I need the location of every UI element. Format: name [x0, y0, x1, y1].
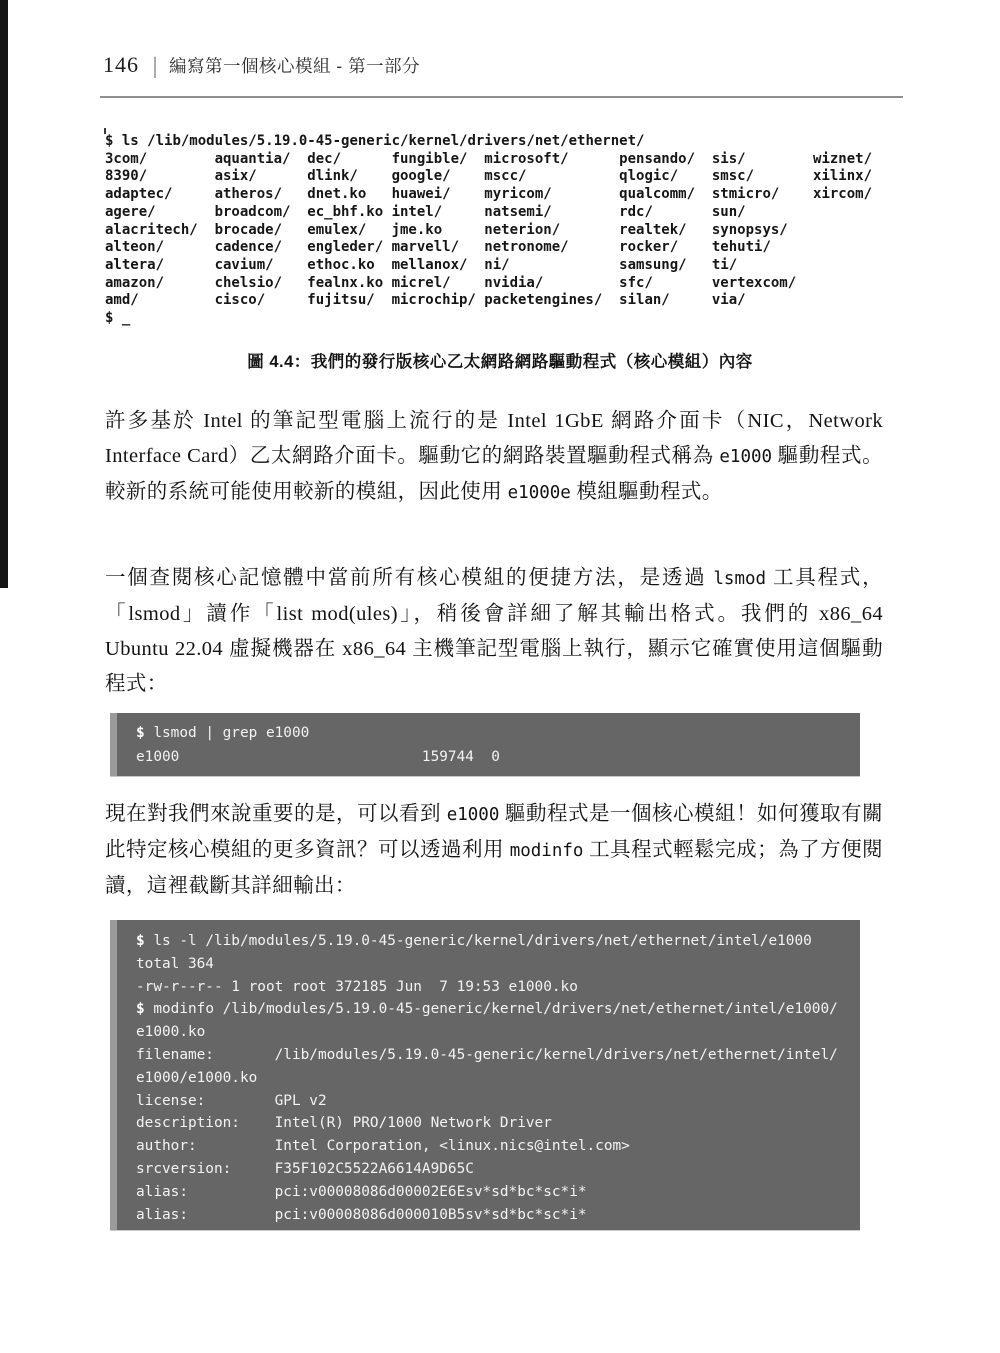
page-number: 146 — [103, 52, 139, 77]
terminal-line: adaptec/ atheros/ dnet.ko huawei/ myricom/ qualcomm/ stmicro/ xircom/ — [105, 186, 873, 203]
scan-edge-artifact — [0, 0, 8, 588]
paragraph-3 — [105, 797, 883, 904]
paragraph-2 — [105, 561, 883, 702]
terminal-line: e1000 159744 0 — [136, 749, 500, 765]
paragraph-2-text: 工具程式，「lsmod」讀作「list mod(ules)」，稍後會詳細了解其輸出格式。我們的 x86_64 Ubuntu 22.04 虛擬機器在 x86_64 主機筆記型電腦上執行，顯示它確實使用這個驅動程式： — [105, 567, 883, 695]
terminal-line: e1000.ko — [136, 1024, 206, 1041]
shell-prompt: $ — [136, 725, 145, 741]
terminal-line: $ _ — [105, 310, 131, 327]
inline-code-e1000: e1000 — [719, 447, 773, 467]
terminal-line: amazon/ chelsio/ fealnx.ko micrel/ nvidia/ sfc/ vertexcom/ — [105, 274, 797, 291]
chapter-title: 編寫第一個核心模組 - 第一部分 — [169, 56, 421, 76]
shell-prompt: $ — [136, 1001, 145, 1018]
terminal-line: $ ls -l /lib/modules/5.19.0-45-generic/kernel/drivers/net/ethernet/intel/e1000 — [136, 933, 812, 949]
terminal-line: -rw-r--r-- 1 root root 372185 Jun 7 19:53 e1000.ko — [136, 978, 578, 995]
shell-prompt: $ — [105, 133, 114, 149]
header-separator: | — [153, 53, 158, 79]
terminal-line: agere/ broadcom/ ec_bhf.ko intel/ natsemi/ rdc/ sun/ — [105, 203, 746, 220]
terminal-line: $ modinfo /lib/modules/5.19.0-45-generic/kernel/drivers/net/ethernet/intel/e1000/ — [136, 1001, 838, 1018]
figure-caption: 圖 4.4：我們的發行版核心乙太網路網路驅動程式（核心模組）內容 — [247, 353, 753, 371]
inline-code-lsmod: lsmod — [713, 569, 767, 589]
shell-prompt: $ — [105, 310, 114, 327]
paragraph-1-text: 模組驅動程式。 — [570, 481, 723, 503]
page-header — [103, 52, 420, 78]
inline-code-e1000e: e1000e — [507, 483, 571, 503]
inline-code-modinfo: modinfo — [509, 841, 584, 861]
terminal-block-lsmod — [110, 713, 860, 776]
terminal-line: filename: /lib/modules/5.19.0-45-generic/kernel/drivers/net/ethernet/intel/ — [136, 1046, 838, 1063]
paragraph-3-text: 工具程式輕鬆完成；為了方便閱讀，這裡截斷其詳細輸出： — [105, 839, 884, 897]
terminal-line: $ lsmod | grep e1000 — [136, 725, 310, 741]
header-rule — [100, 96, 903, 98]
terminal-line: alias: pci:v00008086d000010B5sv*sd*bc*sc*i* — [136, 1206, 587, 1223]
terminal-line: license: GPL v2 — [136, 1092, 327, 1109]
terminal-line: total 364 — [136, 955, 214, 972]
terminal-block-modinfo — [110, 920, 860, 1230]
terminal-line: e1000/e1000.ko — [136, 1069, 258, 1086]
inline-code-e1000: e1000 — [446, 805, 500, 825]
shell-prompt: $ — [136, 933, 145, 949]
paragraph-3-text: 現在對我們來說重要的是，可以看到 — [105, 803, 447, 825]
terminal-line: author: Intel Corporation, <linux.nics@intel.com> — [136, 1138, 630, 1155]
paragraph-3-text: 驅動程式是一個核心模組！如何獲取有關此特定核心模組的更多資訊？可以透過利用 — [105, 803, 883, 861]
paragraph-2-text: 一個查閱核心記憶體中當前所有核心模組的便捷方法，是透過 — [105, 567, 714, 589]
terminal-line: description: Intel(R) PRO/1000 Network Driver — [136, 1115, 552, 1132]
terminal-line: 3com/ aquantia/ dec/ fungible/ microsoft/ pensando/ sis/ wiznet/ — [105, 150, 873, 167]
paragraph-1-text: 驅動程式。較新的系統可能使用較新的模組，因此使用 — [105, 445, 883, 503]
paragraph-1-text: 許多基於 Intel 的筆記型電腦上流行的是 Intel 1GbE 網路介面卡（NIC，Network Interface Card）乙太網路介面卡。驅動它的網路裝置驅動程式稱為 — [105, 410, 883, 467]
terminal-line: amd/ cisco/ fujitsu/ microchip/ packetengines/ silan/ via/ — [105, 292, 746, 309]
terminal-line: alias: pci:v00008086d00002E6Esv*sd*bc*sc*i* — [136, 1183, 587, 1200]
terminal-line: alacritech/ brocade/ emulex/ jme.ko neterion/ realtek/ synopsys/ — [105, 221, 788, 238]
terminal-line: 8390/ asix/ dlink/ google/ mscc/ qlogic/ smsc/ xilinx/ — [105, 168, 873, 185]
terminal-line: srcversion: F35F102C5522A6614A9D65C — [136, 1160, 474, 1177]
terminal-line: altera/ cavium/ ethoc.ko mellanox/ ni/ samsung/ ti/ — [105, 256, 738, 273]
terminal-line: $ ls /lib/modules/5.19.0-45-generic/kernel/drivers/net/ethernet/ — [105, 133, 645, 149]
terminal-line: alteon/ cadence/ engleder/ marvell/ netronome/ rocker/ tehuti/ — [105, 239, 771, 256]
figure-terminal-listing — [105, 133, 872, 328]
paragraph-1 — [105, 404, 883, 511]
